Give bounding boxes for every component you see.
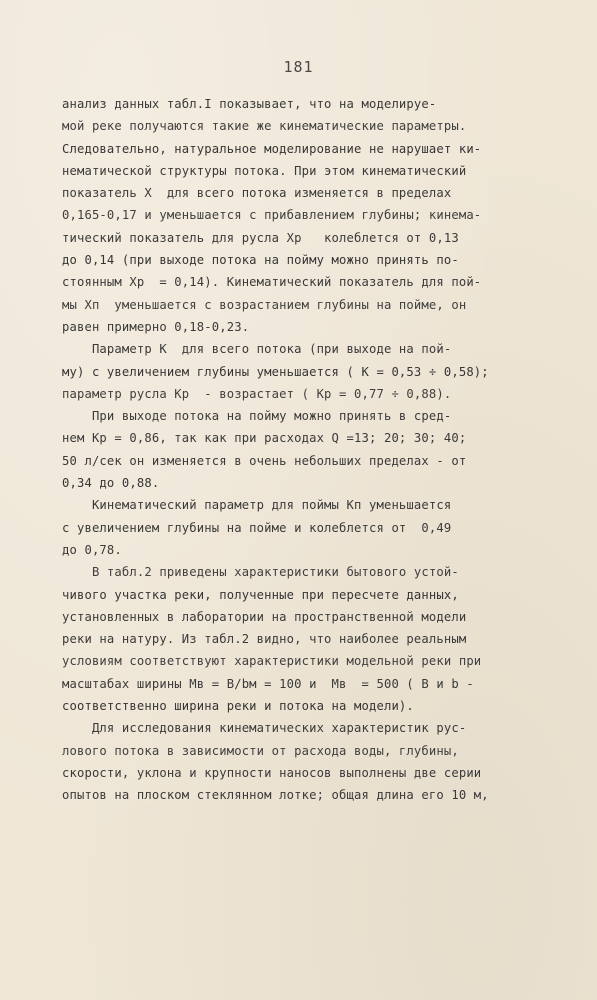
text-line: мой реке получаются такие же кинематические параметры. — [62, 119, 467, 134]
text-line: до 0,14 (при выходе потока на пойму можно принять по- — [62, 253, 459, 268]
text-line: масштабах ширины Mв = B/bм = 100 и Mв = 500 ( B и b - — [62, 676, 474, 691]
text-line: скорости, уклона и крупности наносов выполнены две серии — [62, 765, 482, 780]
text-line: 50 л/сек он изменяется в очень небольших пределах - от — [62, 453, 467, 468]
text-line: му) с увеличением глубины уменьшается ( K = 0,53 ÷ 0,58); — [62, 364, 489, 379]
text-line: При выходе потока на пойму можно принять в сред- — [62, 409, 452, 424]
text-line: лового потока в зависимости от расхода воды, глубины, — [62, 743, 459, 758]
text-line: условиям соответствуют характеристики модельной реки при — [62, 654, 482, 669]
text-line: соответственно ширина реки и потока на модели). — [62, 699, 414, 714]
text-line: реки на натуру. Из табл.2 видно, что наиболее реальным — [62, 632, 467, 647]
text-line: стоянным Xр = 0,14). Кинематический показатель для пой- — [62, 275, 482, 290]
body-text — [62, 93, 562, 807]
text-line: Параметр K для всего потока (при выходе на пой- — [62, 342, 452, 357]
text-line: Для исследования кинематических характеристик рус- — [62, 721, 467, 736]
text-line: опытов на плоском стеклянном лотке; общая длина его 10 м, — [62, 788, 489, 803]
text-line: анализ данных табл.I показывает, что на моделируе- — [62, 97, 437, 111]
text-line: с увеличением глубины на пойме и колеблется от 0,49 — [62, 520, 452, 535]
page-number: 181 — [283, 58, 314, 76]
text-line: 0,165-0,17 и уменьшается с прибавлением глубины; кинема- — [62, 208, 482, 223]
text-line: тический показатель для русла Xр колеблется от 0,13 — [62, 230, 459, 245]
text-line: 0,34 до 0,88. — [62, 476, 160, 491]
text-line: чивого участка реки, полученные при пересчете данных, — [62, 587, 459, 602]
text-line: показатель X для всего потока изменяется в пределах — [62, 186, 452, 201]
text-line: Следовательно, натуральное моделирование не нарушает ки- — [62, 141, 482, 156]
text-line: установленных в лаборатории на пространственной модели — [62, 609, 467, 624]
text-line: равен примерно 0,18-0,23. — [62, 319, 250, 334]
text-line: параметр русла Kр - возрастает ( Kр = 0,77 ÷ 0,88). — [62, 386, 452, 401]
text-line: нем Kр = 0,86, так как при расходах Q =13; 20; 30; 40; — [62, 431, 467, 446]
text-line: Кинематический параметр для поймы Kп уменьшается — [62, 498, 452, 513]
text-line: до 0,78. — [62, 542, 122, 557]
text-line: нематической структуры потока. При этом кинематический — [62, 163, 467, 178]
text-line: мы Xп уменьшается с возрастанием глубины на пойме, он — [62, 297, 467, 312]
text-line: В табл.2 приведены характеристики бытового устой- — [62, 565, 459, 580]
